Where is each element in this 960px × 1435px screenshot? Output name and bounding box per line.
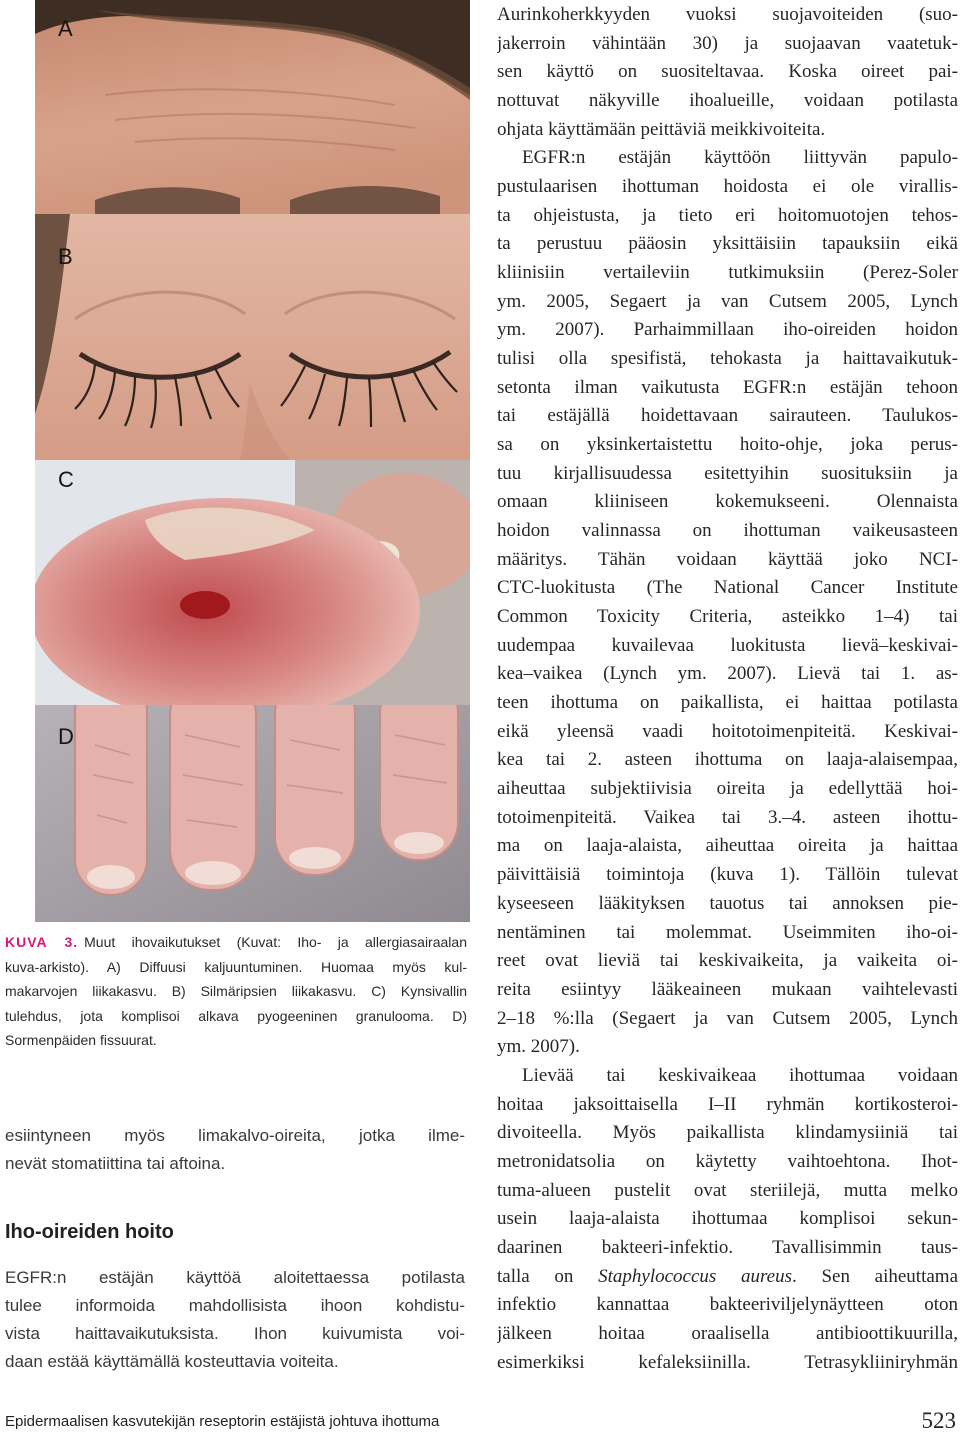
text-line: infektio kannattaa bakteeriviljelynäytteen oton — [497, 1294, 958, 1316]
text-line: Aurinkoherkkyyden vuoksi suojavoiteiden (suo- — [497, 4, 958, 25]
photo-a-forehead — [35, 0, 470, 214]
text-line — [497, 1263, 958, 1292]
text-line: ma on laaja-alaista, aiheuttaa oireita ja haittaa — [497, 835, 958, 857]
text-line: kuva-arkisto). A) Diffuusi kaljuuntuminen. Huomaa myös kul- — [5, 958, 467, 975]
text-line: vista haittavaikutuksista. Ihon kuivumista voi- — [5, 1324, 465, 1343]
granuloma — [180, 591, 230, 619]
text-line: totoimenpiteitä. Vaikea tai 3.–4. asteen ihottu- — [497, 806, 958, 828]
text-line: Lievää tai keskivaikeaa ihottumaa voidaan — [522, 1064, 958, 1086]
photo-c-toe — [35, 460, 470, 705]
photo-label-b: B — [58, 244, 73, 269]
text-line: tulehdus, jota komplisoi alkava pyogeeninen granulooma. D) — [5, 1007, 467, 1024]
text-segment: talla on — [497, 1265, 599, 1287]
text-line: pustulaarisen ihottuman hoidosta ei ole virallis- — [497, 176, 958, 198]
photo-b-eyelashes — [35, 214, 470, 460]
photo-label-c: C — [58, 467, 74, 492]
text-line: sen käyttö on suositeltavaa. Koska oireet pai- — [497, 61, 958, 83]
text-line: tulisi olla spesifistä, tehokasta ja haittavaikutuk- — [497, 348, 958, 370]
text-line: ym. 2007). — [497, 1036, 580, 1058]
text-line: daarinen bakteeri-infektio. Tavallisimmin taus- — [497, 1236, 958, 1258]
text-line: tuma-alueen pustelit ovat steriilejä, mutta melko — [497, 1179, 958, 1201]
text-line: tuu kirjallisuudessa esitettyihin suosituksiin ja — [497, 462, 958, 484]
text-line: ta perustuu pääosin yksittäisiin tapauksiin eikä — [497, 233, 958, 255]
text-line: kea–vaikea (Lynch ym. 2007). Lievä tai 1. as- — [497, 663, 958, 685]
text-line: jakerroin vähintään 30) ja suojaavan vaatetuk- — [497, 32, 958, 54]
running-footer-title: Epidermaalisen kasvutekijän reseptorin estäjistä johtuva ihottuma — [5, 1413, 440, 1430]
caption-line — [5, 930, 467, 955]
text-line: sa on yksinkertaistettu hoito-ohje, joka perus- — [497, 434, 958, 456]
text-line: EGFR:n estäjän käyttöön liittyvän papulo- — [522, 147, 958, 169]
text-line: päivittäisiä toimintoja (kuva 1). Tällöin tulevat — [497, 864, 958, 886]
text-line: jälkeen hoitaa oraalisella antibioottikuurilla, — [497, 1322, 958, 1344]
text-line: kliinisiin vertaileviin tutkimuksiin (Perez-Soler — [497, 262, 958, 284]
text-line: tai estäjällä hoidettavaan sairauteen. Taulukos- — [497, 405, 958, 427]
page-number: 523 — [921, 1408, 956, 1433]
text-line: reet ovat lieviä tai keskivaikeita, ja vaikeita oi- — [497, 950, 958, 972]
text-segment: . Sen aiheuttama — [792, 1265, 958, 1287]
text-line: omaan kliiniseen kokemukseeni. Olennaista — [497, 491, 958, 513]
text-line: määritys. Tähän voidaan käyttää joko NCI- — [497, 548, 958, 570]
text-line: reita esiintyy lääkeaineen mukaan vaihtelevasti — [497, 978, 958, 1000]
text-line: kyseeseen lääkityksen tauotus tai annoksen pie- — [497, 892, 958, 914]
text-line: nevät stomatiittina tai aftoina. — [5, 1154, 226, 1173]
left-paragraph-2 — [5, 1264, 465, 1376]
text-line: divoiteella. Myös paikallista klindamysiiniä tai — [497, 1122, 958, 1144]
text-line: uudempaa kuvailevaa luokitusta lievä–keskivai- — [497, 634, 958, 656]
text-line: nentäminen tai molemmat. Useimmiten iho-oi- — [497, 921, 958, 943]
text-line: 2–18 %:lla (Segaert ja van Cutsem 2005, Lynch — [497, 1007, 958, 1029]
text-line: EGFR:n estäjän käyttöä aloitettaessa potilasta — [5, 1268, 465, 1287]
text-line: CTC-luokitusta (The National Cancer Institute — [497, 577, 958, 599]
caption-label: KUVA 3. — [5, 934, 79, 950]
text-line: makarvojen liikakasvu. B) Silmäripsien liikakasvu. C) Kynsivallin — [5, 983, 467, 999]
photo-label-d: D — [58, 724, 74, 749]
text-line: setonta ilman vaikutusta EGFR:n estäjän tehoon — [497, 376, 958, 398]
caption-text: Muut ihovaikutukset (Kuvat: Iho- ja allergiasairaalan — [84, 934, 467, 950]
text-line: Sormenpäiden fissuurat. — [5, 1032, 157, 1048]
text-line: metronidatsolia on käytetty vaihtoehtona. Ihot- — [497, 1150, 958, 1172]
right-column — [497, 1, 958, 1377]
text-line: hoitaa jaksoittaisella I–II ryhmän kortikosteroi- — [497, 1093, 958, 1115]
text-line: daan estää käyttämällä kosteuttavia voiteita. — [5, 1352, 339, 1371]
text-line: esimerkiksi kefaleksiinilla. Tetrasykliiniryhmän — [497, 1351, 958, 1373]
left-paragraph-1 — [5, 1122, 465, 1178]
figure-caption — [5, 930, 467, 1053]
italic-species-name: Staphylococcus aureus — [598, 1265, 793, 1287]
text-line: teen ihottuma on paikallista, ei haittaa potilasta — [497, 692, 958, 714]
text-line: esiintyneen myös limakalvo-oireita, jotka ilme- — [5, 1126, 465, 1145]
text-line: Common Toxicity Criteria, asteikko 1–4) tai — [497, 606, 958, 628]
photo-d-fingertips — [35, 705, 470, 922]
text-line: aiheuttaa subjektiivisia oireita ja edellyttää hoi- — [497, 778, 958, 800]
text-line: eikä yleensä vaadi hoitotoimenpiteitä. Keskivai- — [497, 720, 958, 742]
section-heading: Iho-oireiden hoito — [5, 1221, 174, 1243]
text-line: tulee informoida mahdollisista ihoon kohdistu- — [5, 1296, 465, 1315]
figure-photos — [35, 0, 470, 922]
text-line: ym. 2007). Parhaimmillaan iho-oireiden hoidon — [497, 319, 958, 341]
text-line: ym. 2005, Segaert ja van Cutsem 2005, Lynch — [497, 290, 958, 312]
text-line: ta ohjeistusta, ja tieto eri hoitomuotojen tehos- — [497, 204, 958, 226]
text-line: kea tai 2. asteen ihottuma on laaja-alaisempaa, — [497, 749, 958, 771]
photo-label-a: A — [58, 16, 73, 41]
text-line: hoidon valinnassa on ihottuman vaikeusasteen — [497, 520, 958, 542]
text-line: nottuvat näkyville ihoalueille, voidaan potilasta — [497, 90, 958, 112]
text-line: ohjata käyttämään peittäviä meikkivoiteita. — [497, 118, 826, 140]
text-line: usein laaja-alaista ihottumaa komplisoi sekun- — [497, 1208, 958, 1230]
